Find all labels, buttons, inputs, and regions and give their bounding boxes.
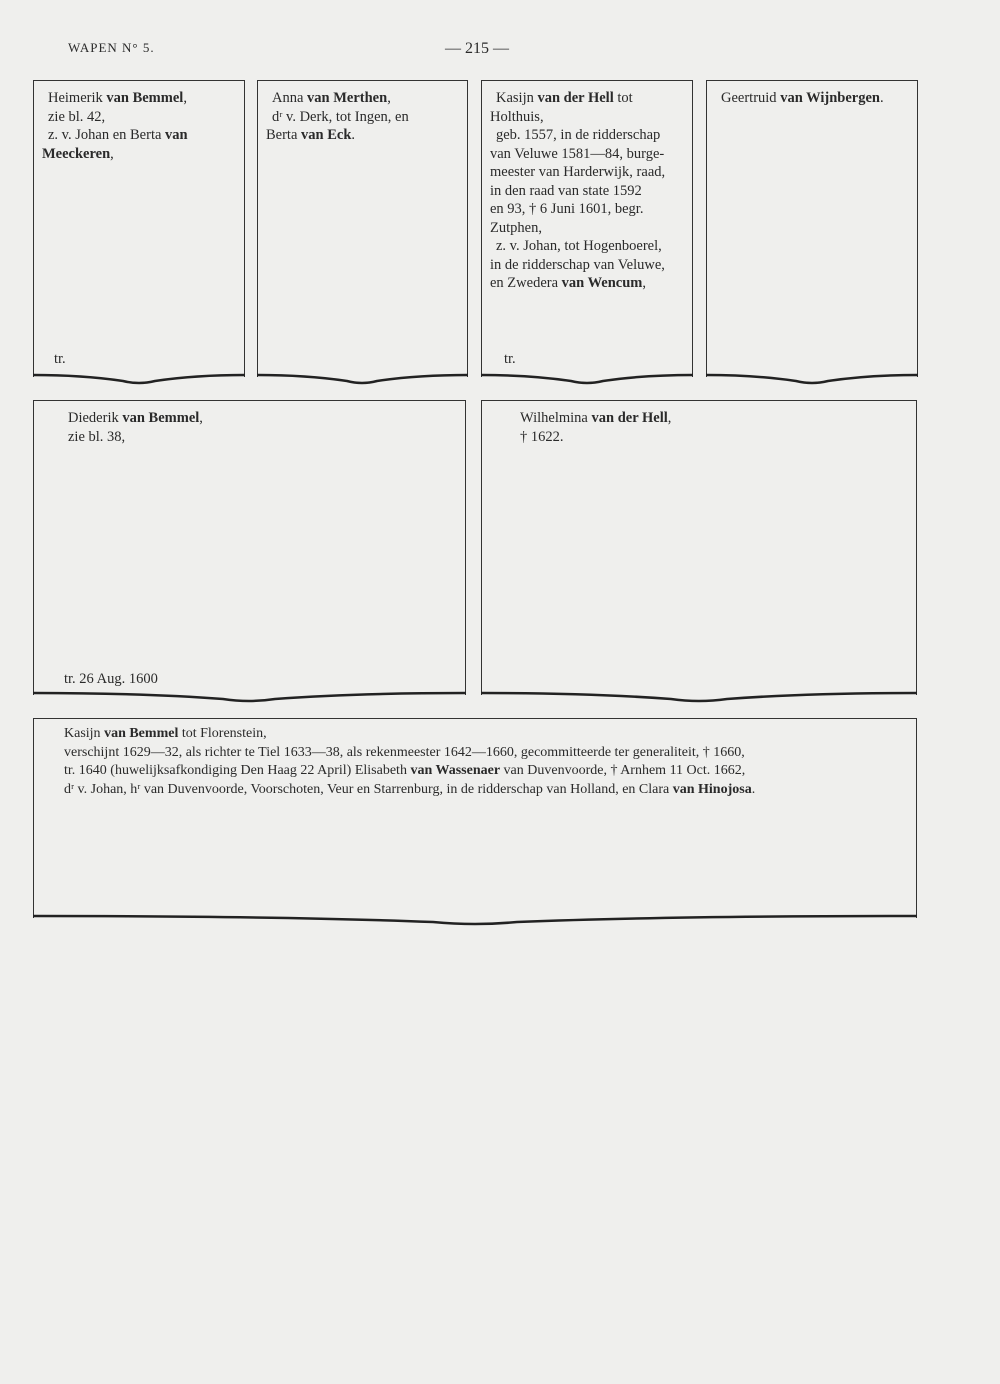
person-text — [42, 89, 242, 163]
line: geb. 1557, in de ridderschap — [496, 127, 661, 143]
line: verschijnt 1629—32, als richter te Tiel 1633—38, als rekenmeester 1642—1660, gecommitteerde ter generaliteit, † 1660, — [64, 744, 745, 760]
marriage-label: tr. 26 Aug. 1600 — [64, 671, 158, 687]
person-text — [490, 89, 692, 293]
line: Holthuis, — [490, 108, 544, 125]
line: in de ridderschap van Veluwe, — [490, 256, 665, 273]
line: en 93, † 6 Juni 1601, begr. — [490, 201, 644, 217]
marriage-label: tr. — [504, 351, 516, 367]
line: van Veluwe 1581—84, burge- — [490, 145, 665, 162]
line: Heimerik van Bemmel, — [48, 90, 187, 106]
line: tr. 1640 (huwelijksafkondiging Den Haag 22 April) Elisabeth van Wassenaer van Duvenvoorde, † Arnhem 11 Oct. 1662, — [64, 763, 746, 778]
page-number: — 215 — — [445, 40, 509, 57]
line: Kasijn van der Hell tot — [496, 90, 633, 106]
person-box-diederik — [33, 400, 466, 695]
line: in den raad van state 1592 — [490, 182, 642, 199]
person-text — [42, 409, 452, 446]
person-text — [64, 725, 914, 799]
series-label: WAPEN N° 5. — [68, 40, 155, 55]
person-box-kasijn-van-der-hell — [481, 80, 693, 377]
line: z. v. Johan en Berta van — [48, 127, 188, 143]
line: dʳ v. Derk, tot Ingen, en — [272, 108, 409, 125]
line: meester van Harderwijk, raad, — [490, 164, 666, 180]
person-box-geertruid — [706, 80, 918, 377]
line: z. v. Johan, tot Hogenboerel, — [496, 238, 662, 254]
person-box-kasijn-van-bemmel — [33, 718, 917, 918]
line: Wilhelmina van der Hell, — [520, 410, 672, 426]
line: Anna van Merthen, — [272, 90, 391, 106]
person-text — [266, 89, 466, 145]
line: dʳ v. Johan, hʳ van Duvenvoorde, Voorschoten, Veur en Starrenburg, in de ridderschap van Holland, en Clara van Hinojosa. — [64, 781, 756, 797]
line: Kasijn van Bemmel tot Florenstein, — [64, 726, 267, 741]
person-box-heimerik — [33, 80, 245, 377]
line: Zutphen, — [490, 219, 542, 236]
person-text — [490, 409, 910, 446]
line: Berta van Eck. — [266, 127, 356, 143]
line: Diederik van Bemmel, — [68, 410, 203, 426]
marriage-label: tr. — [54, 351, 66, 367]
person-box-anna — [257, 80, 468, 377]
person-box-wilhelmina — [481, 400, 917, 695]
line: zie bl. 42, — [48, 108, 106, 125]
line: en Zwedera van Wencum, — [490, 275, 646, 291]
line: Meeckeren, — [42, 145, 114, 162]
line: zie bl. 38, — [68, 428, 126, 445]
person-text — [715, 89, 919, 108]
line: † 1622. — [520, 428, 564, 445]
line: Geertruid van Wijnbergen. — [721, 90, 884, 106]
